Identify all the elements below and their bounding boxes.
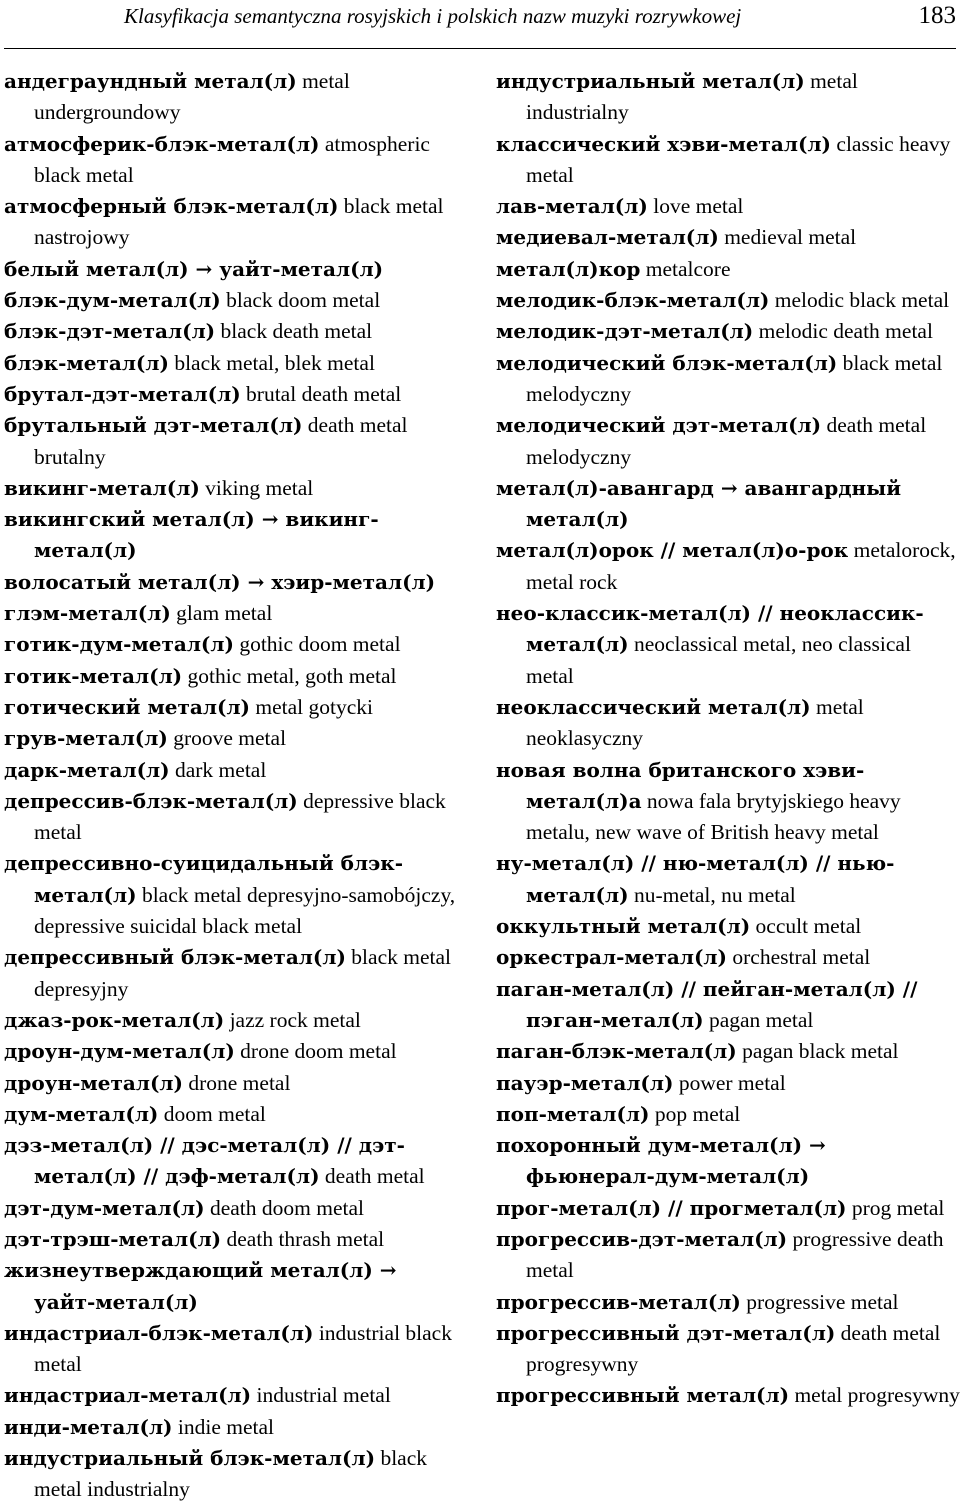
entry-gloss: gothic doom metal: [239, 632, 401, 657]
entry-gloss: prog metal: [851, 1195, 945, 1220]
entry-term: викинг-метал(л): [4, 475, 200, 500]
dictionary-entry: [496, 974, 960, 1037]
dictionary-entry: [4, 629, 464, 660]
entry-term: дум-метал(л): [4, 1101, 159, 1126]
entry-gloss: industrial metal: [256, 1383, 391, 1408]
entry-term: готический метал(л): [4, 694, 251, 719]
entry-term: мелодический блэк-метал(л): [496, 350, 838, 375]
entry-term: готик-дум-метал(л): [4, 632, 234, 657]
page-number: 183: [918, 2, 956, 29]
entry-gloss: black metal melodyczny: [526, 350, 943, 406]
entry-gloss: groove metal: [173, 726, 287, 751]
dictionary-entry: [4, 379, 464, 410]
entry-gloss: viking metal: [205, 475, 314, 500]
entry-term: инди-метал(л): [4, 1414, 173, 1439]
entry-gloss: dark metal: [174, 757, 267, 782]
dictionary-entry: [496, 222, 960, 253]
entry-gloss: classic heavy metal: [526, 131, 951, 187]
entry-gloss: glam metal: [176, 601, 273, 626]
entry-term: индустриальный блэк-метал(л): [4, 1446, 376, 1471]
entry-term: метал(л)кор: [496, 256, 641, 281]
entry-term: нео-классик-метал(л) // неоклассик-метал(л): [496, 601, 924, 657]
entry-term: брутал-дэт-метал(л): [4, 381, 241, 406]
entry-term: депрессивный блэк-метал(л): [4, 945, 346, 970]
entry-gloss: melodic black metal: [774, 288, 950, 313]
entry-gloss: death thrash metal: [226, 1226, 385, 1251]
dictionary-entry: [4, 316, 464, 347]
entry-term: прогрессивный метал(л): [496, 1383, 790, 1408]
entry-term: паган-метал(л) // пейган-метал(л) // пэган-метал(л): [496, 976, 918, 1032]
entry-gloss: metal gotycki: [255, 694, 374, 719]
dictionary-entry: [496, 535, 960, 598]
entry-term: брутальный дэт-метал(л): [4, 413, 303, 438]
entry-term: мелодик-дэт-метал(л): [496, 319, 754, 344]
entry-gloss: death metal: [324, 1164, 425, 1189]
entry-term: блэк-дум-метал(л): [4, 288, 221, 313]
entry-gloss: atmospheric black metal: [34, 131, 430, 187]
dictionary-entry: [496, 848, 960, 911]
entry-term: дроун-дум-метал(л): [4, 1039, 235, 1064]
entry-gloss: metal undergroundowy: [34, 69, 350, 125]
entry-gloss: black metal depresyjno-samobójczy, depressive suicidal black metal: [34, 882, 456, 939]
dictionary-entry: [4, 755, 464, 786]
dictionary-entry: [496, 1068, 960, 1099]
dictionary-entry: [496, 692, 960, 755]
entry-gloss: love metal: [653, 194, 744, 219]
entry-gloss: brutal death metal: [246, 381, 402, 406]
dictionary-entry: [4, 410, 464, 473]
entry-gloss: drone doom metal: [240, 1039, 397, 1064]
entry-gloss: black metal depresyjny: [34, 945, 451, 1001]
entry-term: метал(л)-авангард → авангардный метал(л): [496, 475, 902, 532]
dictionary-entry: [496, 1193, 960, 1224]
entry-gloss: metalorock, metal rock: [526, 538, 956, 594]
entry-gloss: metal industrialny: [526, 69, 858, 125]
dictionary-entry: [496, 1224, 960, 1287]
dictionary-entry: [4, 1443, 464, 1506]
entry-gloss: black metal nastrojowy: [34, 194, 444, 250]
entry-gloss: jazz rock metal: [229, 1007, 361, 1032]
entry-gloss: drone metal: [188, 1070, 291, 1095]
entry-term: метал(л)орок // метал(л)о-рок: [496, 538, 849, 563]
entry-gloss: black metal industrialny: [34, 1446, 427, 1502]
dictionary-body: [4, 66, 960, 1506]
dictionary-entry: [4, 1193, 464, 1224]
dictionary-entry: [496, 66, 960, 129]
entry-term: атмосферный блэк-метал(л): [4, 194, 339, 219]
right-column: [496, 66, 960, 1506]
entry-term: медиевал-метал(л): [496, 225, 719, 250]
entry-term: андеграундный метал(л): [4, 69, 297, 93]
entry-term: пауэр-метал(л): [496, 1070, 674, 1095]
entry-term: поп-метал(л): [496, 1101, 650, 1126]
entry-gloss: metal progresywny: [794, 1383, 960, 1408]
entry-gloss: orchestral metal: [732, 945, 871, 970]
dictionary-entry: [4, 285, 464, 316]
dictionary-entry: [4, 129, 464, 192]
entry-term: дэз-метал(л) // дэс-метал(л) // дэт-метал(л) // дэф-метал(л): [4, 1133, 405, 1189]
entry-gloss: depressive black metal: [34, 788, 446, 845]
entry-gloss: pop metal: [654, 1101, 741, 1126]
entry-gloss: neoclassical metal, neo classical metal: [526, 632, 911, 688]
entry-gloss: doom metal: [163, 1101, 266, 1126]
dictionary-entry: [496, 254, 960, 285]
entry-term: индустриальный метал(л): [496, 69, 805, 93]
entry-term: классический хэви-метал(л): [496, 131, 832, 156]
dictionary-entry: [496, 1036, 960, 1067]
dictionary-entry: [4, 504, 464, 567]
entry-term: волосатый метал(л) → хэир-метал(л): [4, 569, 436, 594]
entry-gloss: death metal melodyczny: [526, 413, 927, 469]
dictionary-entry: [4, 66, 464, 129]
entry-term: викингский метал(л) → викинг-метал(л): [4, 507, 379, 563]
dictionary-entry: [4, 1130, 464, 1193]
dictionary-entry: [4, 1255, 464, 1318]
entry-term: прогрессивный дэт-метал(л): [496, 1320, 836, 1345]
entry-term: прог-метал(л) // прогметал(л): [496, 1195, 847, 1220]
dictionary-entry: [4, 1318, 464, 1381]
dictionary-entry: [4, 692, 464, 723]
entry-term: депрессив-блэк-метал(л): [4, 788, 298, 813]
dictionary-entry: [4, 942, 464, 1005]
entry-term: грув-метал(л): [4, 726, 168, 751]
entry-term: мелодик-блэк-метал(л): [496, 288, 770, 313]
entry-gloss: gothic metal, goth metal: [187, 663, 397, 688]
dictionary-entry: [4, 848, 464, 942]
entry-term: ну-метал(л) // ню-метал(л) // нью-метал(л): [496, 851, 895, 907]
entry-term: мелодический дэт-метал(л): [496, 413, 822, 438]
entry-gloss: melodic death metal: [758, 319, 933, 344]
entry-gloss: power metal: [678, 1070, 786, 1095]
entry-gloss: progressive metal: [746, 1289, 899, 1314]
entry-gloss: black death metal: [220, 319, 373, 344]
entry-gloss: nu-metal, nu metal: [633, 882, 796, 907]
entry-term: белый метал(л) → уайт-метал(л): [4, 256, 384, 281]
dictionary-entry: [496, 942, 960, 973]
dictionary-entry: [4, 191, 464, 254]
entry-term: джаз-рок-метал(л): [4, 1007, 225, 1032]
entry-term: дэт-дум-метал(л): [4, 1195, 205, 1220]
dictionary-entry: [496, 316, 960, 347]
entry-gloss: black metal, blek metal: [174, 350, 375, 375]
entry-gloss: medieval metal: [724, 225, 857, 250]
entry-term: новая волна британского хэви-метал(л)а: [496, 757, 865, 813]
dictionary-entry: [496, 348, 960, 411]
entry-term: похоронный дум-метал(л) → фьюнерал-дум-метал(л): [496, 1133, 826, 1189]
dictionary-entry: [4, 1099, 464, 1130]
entry-term: паган-блэк-метал(л): [496, 1039, 737, 1064]
entry-gloss: pagan metal: [708, 1007, 814, 1032]
dictionary-entry: [4, 661, 464, 692]
entry-term: депрессивно-суицидальный блэк-метал(л): [4, 851, 404, 907]
dictionary-entry: [496, 410, 960, 473]
entry-term: жизнеутверждающий метал(л) → уайт-метал(л): [4, 1258, 397, 1314]
entry-term: дроун-метал(л): [4, 1070, 183, 1095]
entry-gloss: metal neoklasyczny: [526, 694, 864, 751]
dictionary-entry: [496, 755, 960, 849]
entry-gloss: death metal brutalny: [34, 413, 408, 469]
entry-gloss: progressive death metal: [526, 1226, 944, 1283]
dictionary-entry: [4, 1036, 464, 1067]
dictionary-entry: [4, 786, 464, 849]
entry-gloss: death metal progresywny: [526, 1320, 941, 1377]
dictionary-entry: [496, 1380, 960, 1411]
dictionary-entry: [4, 567, 464, 598]
entry-term: дарк-метал(л): [4, 757, 170, 782]
dictionary-entry: [496, 1287, 960, 1318]
running-title: Klasyfikacja semantyczna rosyjskich i polskich nazw muzyki rozrywkowej: [124, 4, 742, 28]
entry-gloss: occult metal: [755, 914, 862, 939]
dictionary-entry: [4, 1380, 464, 1411]
dictionary-entry: [496, 129, 960, 192]
entry-term: прогрессив-дэт-метал(л): [496, 1226, 788, 1251]
entry-term: лав-метал(л): [496, 194, 648, 219]
entry-gloss: indie metal: [177, 1414, 275, 1439]
entry-term: блэк-дэт-метал(л): [4, 319, 216, 344]
dictionary-entry: [496, 191, 960, 222]
dictionary-entry: [4, 598, 464, 629]
dictionary-entry: [4, 1005, 464, 1036]
page-header: [4, 0, 956, 49]
dictionary-entry: [4, 473, 464, 504]
entry-gloss: death doom metal: [209, 1195, 365, 1220]
entry-gloss: metalcore: [645, 256, 731, 281]
entry-term: индастриал-блэк-метал(л): [4, 1320, 314, 1345]
entry-gloss: black doom metal: [226, 288, 381, 313]
entry-term: индастриал-метал(л): [4, 1383, 252, 1408]
entry-term: оркестрал-метал(л): [496, 945, 727, 970]
dictionary-entry: [496, 473, 960, 536]
dictionary-entry: [496, 1099, 960, 1130]
entry-term: блэк-метал(л): [4, 350, 169, 375]
entry-term: оккультный метал(л): [496, 914, 751, 939]
entry-term: прогрессив-метал(л): [496, 1289, 741, 1314]
dictionary-entry: [4, 348, 464, 379]
entry-term: неоклассический метал(л): [496, 694, 811, 719]
entry-term: атмосферик-блэк-метал(л): [4, 131, 320, 156]
dictionary-entry: [4, 1068, 464, 1099]
dictionary-entry: [496, 1130, 960, 1193]
entry-term: глэм-метал(л): [4, 601, 171, 626]
entry-gloss: industrial black metal: [34, 1320, 452, 1377]
dictionary-entry: [4, 1224, 464, 1255]
dictionary-entry: [496, 598, 960, 692]
entry-gloss: nowa fala brytyjskiego heavy metalu, new wave of British heavy metal: [526, 788, 901, 845]
entry-term: дэт-трэш-метал(л): [4, 1226, 222, 1251]
entry-term: готик-метал(л): [4, 663, 183, 688]
dictionary-entry: [4, 254, 464, 285]
dictionary-entry: [4, 1412, 464, 1443]
entry-gloss: pagan black metal: [742, 1039, 899, 1064]
dictionary-entry: [496, 911, 960, 942]
left-column: [4, 66, 464, 1506]
dictionary-entry: [4, 723, 464, 754]
dictionary-entry: [496, 1318, 960, 1381]
dictionary-entry: [496, 285, 960, 316]
